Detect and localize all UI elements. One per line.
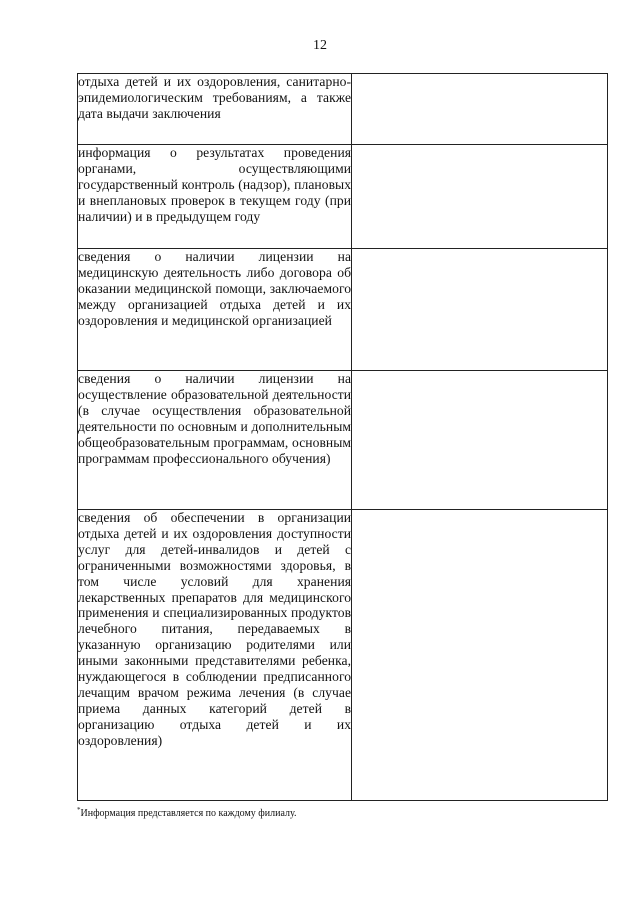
row-label: информация о результатах проведения органами, осуществляющими государственный контроль (надзор), плановых и внеплановых проверок в текущем году (при наличии) и в предыдущем году (78, 145, 352, 224)
table-row (78, 145, 608, 249)
page-number: 12 (313, 38, 327, 53)
row-label: отдыха детей и их оздоровления, санитарно- эпидемиологическим требованиям, а также дата выдачи заключения (78, 74, 352, 121)
footnote (77, 803, 297, 821)
info-table (77, 73, 608, 801)
row-label: сведения об обеспечении в организации отдыха детей и их оздоровления доступности услуг для детей-инвалидов и детей с ограниченными возможностями здоровья, в том числе условий для хранения лекарственных препаратов для медицинского применения и специализированных продуктов лечебного питания, передаваемых в указанную организацию родителями или иными законными представителями ребенка, нуждающегося в соблюдении предписанного лечащим врачом режима лечения (в случае приема данных категорий детей в организацию отдыха детей и их оздоровления) (78, 510, 352, 748)
footnote-text: Информация представляется по каждому филиалу. (80, 808, 297, 819)
row-label-cell (78, 249, 352, 371)
row-value-cell (352, 249, 608, 371)
row-value-cell (352, 74, 608, 145)
footnote-mark: * (77, 806, 81, 814)
row-label-cell (78, 371, 352, 510)
row-label: сведения о наличии лицензии на медицинскую деятельность либо договора об оказании медицинской помощи, заключаемого между организацией отдыха детей и их оздоровления и медицинской организацией (78, 249, 352, 328)
table-row (78, 371, 608, 510)
row-value-cell (352, 371, 608, 510)
row-value-cell (352, 510, 608, 801)
table-row (78, 249, 608, 371)
table-row (78, 510, 608, 801)
row-label-cell (78, 510, 352, 801)
row-label-cell (78, 74, 352, 145)
row-value-cell (352, 145, 608, 249)
row-label: сведения о наличии лицензии на осуществление образовательной деятельности (в случае осуществления образовательной деятельности по основным и дополнительным общеобразовательным программам, основным программам профессионального обучения) (78, 371, 352, 466)
row-label-cell (78, 145, 352, 249)
table-row (78, 74, 608, 145)
